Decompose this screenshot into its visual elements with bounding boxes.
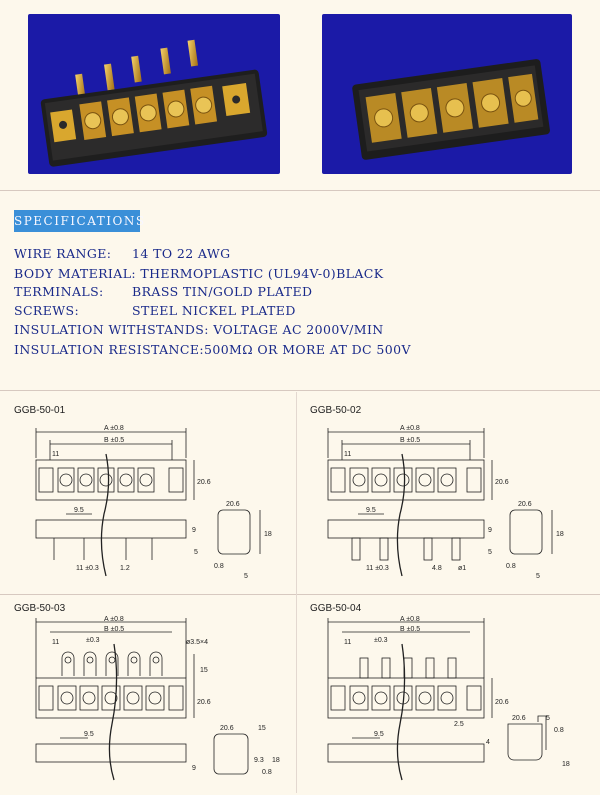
- spec-row-terminals: [14, 284, 312, 299]
- dim-pin-gap: 5: [244, 573, 248, 580]
- dim-a: A ±0.8: [400, 425, 420, 432]
- model-label: GGB-50-01: [14, 405, 66, 416]
- drawing-ggb-50-04: [306, 614, 586, 795]
- spec-row-screws: [14, 303, 296, 318]
- dim-pin-gap: 5: [536, 573, 540, 580]
- dim-height: 20.6: [197, 699, 211, 706]
- dim-hole: ø3.5×4: [186, 639, 208, 646]
- dim-side-h: 18: [264, 531, 272, 538]
- drawing-ggb-50-01: [14, 418, 294, 593]
- dim-side-w: 20.6: [518, 501, 532, 508]
- dim-pin-pitch: 9.5: [374, 731, 384, 738]
- spec-value: STEEL NICKEL PLATED: [132, 303, 296, 318]
- model-label: GGB-50-02: [310, 405, 362, 416]
- dim-tab: 2.5: [454, 721, 464, 728]
- dim-side-w: 20.6: [220, 725, 234, 732]
- spec-value: THERMOPLASTIC (UL94V-0)BLACK: [140, 266, 384, 281]
- dim-tol: 11 ±0.3: [366, 565, 389, 572]
- dim-side-w: 20.6: [512, 715, 526, 722]
- dim-pitch: 11: [344, 451, 352, 458]
- drawing-ggb-50-02: [306, 418, 586, 593]
- spec-key: SCREWS:: [14, 303, 80, 318]
- dim-tab: 15: [258, 725, 266, 732]
- dim-pin-pitch: 9.5: [366, 507, 376, 514]
- dim-tol: ±0.3: [86, 637, 100, 644]
- dim-pitch: 11: [344, 639, 352, 646]
- dim-tab: 15: [200, 667, 208, 674]
- dim-b: B ±0.5: [104, 437, 125, 444]
- model-label: GGB-50-04: [310, 603, 362, 614]
- dim-height: 20.6: [495, 699, 509, 706]
- dim-lead: 9: [192, 765, 196, 772]
- spec-key: BODY MATERIAL:: [14, 266, 137, 281]
- dim-lead: 9: [192, 527, 196, 534]
- spec-row-wire-range: [14, 246, 230, 261]
- dim-height: 20.6: [197, 479, 211, 486]
- section-divider: [0, 390, 600, 391]
- dim-t1: 5: [546, 715, 550, 722]
- dim-pin-pitch: 9.5: [84, 731, 94, 738]
- dim-side-h: 18: [272, 757, 280, 764]
- spec-value: BRASS TIN/GOLD PLATED: [132, 284, 313, 299]
- dim-a: A ±0.8: [104, 616, 124, 623]
- product-photo-7-position: [28, 14, 280, 174]
- dim-tol: ±0.3: [374, 637, 388, 644]
- dim-tol: 11 ±0.3: [76, 565, 99, 572]
- spec-key: WIRE RANGE:: [14, 246, 112, 261]
- dim-height: 20.6: [495, 479, 509, 486]
- dim-pitch: 11: [52, 639, 60, 646]
- dim-a: A ±0.8: [400, 616, 420, 623]
- spec-key: INSULATION WITHSTANDS:: [14, 322, 209, 337]
- spec-row-insulation-resistance: [14, 342, 411, 357]
- drawing-ggb-50-03: [14, 614, 294, 795]
- dim-pin-t: 4.8: [432, 565, 442, 572]
- spec-row-body-material: [14, 266, 384, 281]
- specifications-header: SPECIFICATIONS: [14, 210, 140, 232]
- dim-b: B ±0.5: [400, 437, 421, 444]
- dim-lead: 9: [488, 527, 492, 534]
- spec-value: 14 TO 22 AWG: [132, 246, 231, 261]
- spec-value: 500MΩ OR MORE AT DC 500V: [203, 342, 411, 357]
- spec-key: INSULATION RESISTANCE:: [14, 342, 204, 357]
- dim-side-h: 18: [556, 531, 564, 538]
- dim-t1: 9.3: [254, 757, 264, 764]
- dim-b: B ±0.5: [104, 626, 125, 633]
- model-label: GGB-50-03: [14, 603, 66, 614]
- spec-row-insulation-withstands: [14, 322, 384, 337]
- dim-side-w: 20.6: [226, 501, 240, 508]
- column-divider: [296, 392, 297, 793]
- product-photo-5-position: [322, 14, 572, 174]
- dim-pin-pitch: 9.5: [74, 507, 84, 514]
- section-divider: [0, 594, 600, 595]
- dim-lead: 4: [486, 739, 490, 746]
- dim-t2: 0.8: [554, 727, 564, 734]
- dim-t2: 0.8: [262, 769, 272, 776]
- spec-value: VOLTAGE AC 2000V/MIN: [213, 322, 384, 337]
- dim-a: A ±0.8: [104, 425, 124, 432]
- dim-pin-off: 5: [488, 549, 492, 556]
- dim-pin-w: 0.8: [506, 563, 516, 570]
- dim-b: B ±0.5: [400, 626, 421, 633]
- dim-pitch: 11: [52, 451, 60, 458]
- dim-side-h: 18: [562, 761, 570, 768]
- dim-pin-w: 0.8: [214, 563, 224, 570]
- dim-pin-t: 1.2: [120, 565, 130, 572]
- section-divider: [0, 190, 600, 191]
- dim-hole: ø1: [458, 565, 467, 572]
- spec-key: TERMINALS:: [14, 284, 104, 299]
- dim-pin-off: 5: [194, 549, 198, 556]
